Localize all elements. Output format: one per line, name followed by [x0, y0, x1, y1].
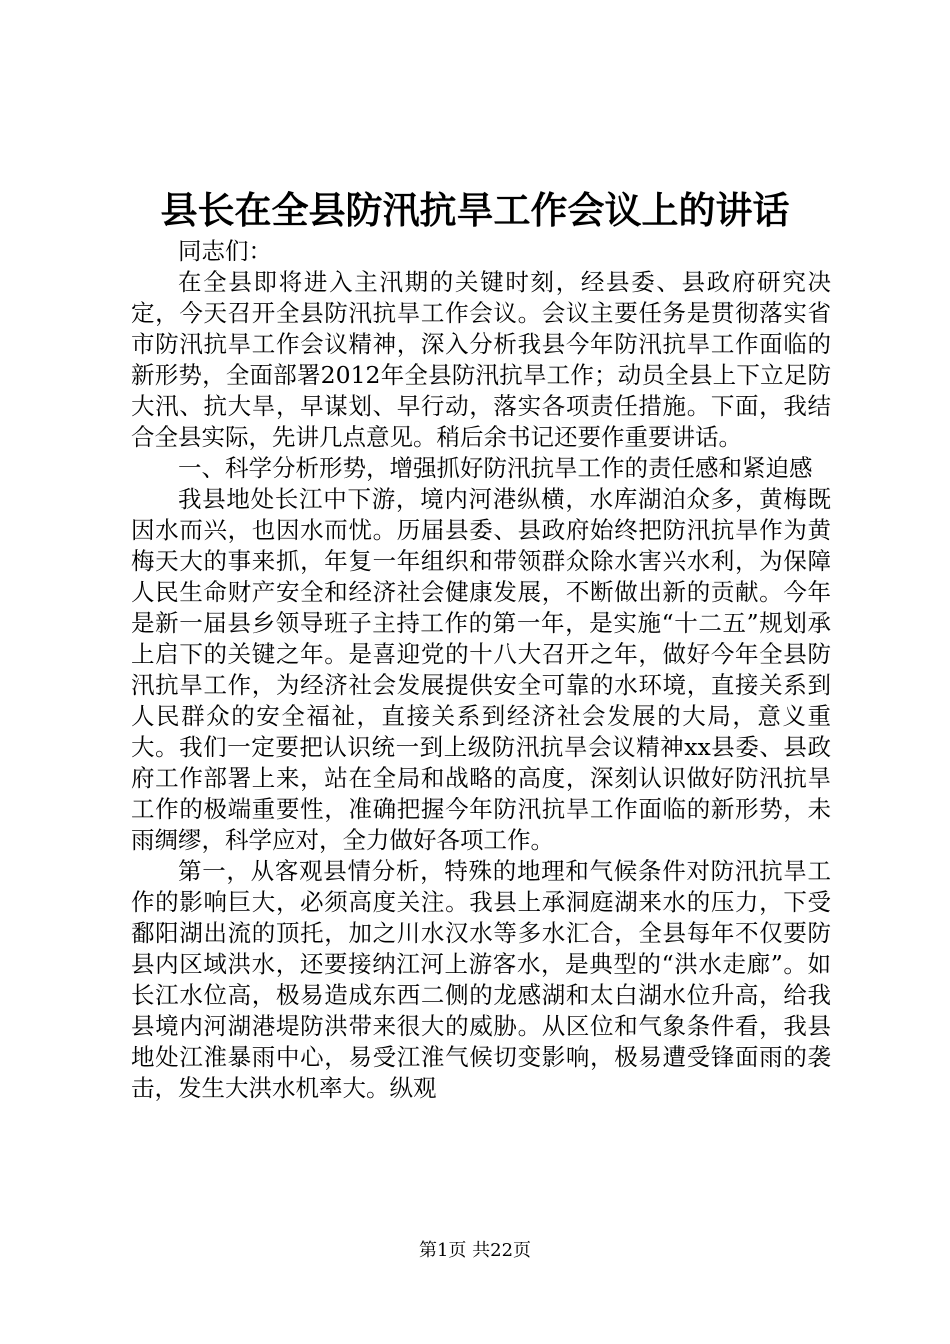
salutation: 同志们：: [178, 237, 272, 265]
paragraph-intro: 在全县即将进入主汛期的关键时刻，经县委、县政府研究决定，今天召开全县防汛抗旱工作会议。会议主要任务是贯彻落实省市防汛抗旱工作会议精神，深入分析我县今年防汛抗旱工作面临的新形势，全面部署2012年全县防汛抗旱工作；动员全县上下立足防大汛、抗大旱，早谋划、早行动，落实各项责任措施。下面，我结合全县实际，先讲几点意见。稍后余书记还要作重要讲话。: [131, 268, 831, 451]
paragraph-background: 我县地处长江中下游，境内河港纵横，水库湖泊众多，黄梅既因水而兴，也因水而忧。历届县委、县政府始终把防汛抗旱作为黄梅天大的事来抓，年复一年组织和带领群众除水害兴水利，为保障人民生命财产安全和经济社会健康发展，不断做出新的贡献。今年是新一届县乡领导班子主持工作的第一年，是实施“十二五”规划承上启下的关键之年。是喜迎党的十八大召开之年，做好今年全县防汛抗旱工作，为经济社会发展提供安全可靠的水环境，直接关系到人民群众的安全福祉，直接关系到经济社会发展的大局，意义重大。我们一定要把认识统一到上级防汛抗旱会议精神xx县委、县政府工作部署上来，站在全局和战略的高度，深刻认识做好防汛抗旱工作的极端重要性，准确把握今年防汛抗旱工作面临的新形势，未雨绸缪，科学应对，全力做好各项工作。: [131, 485, 831, 854]
document-title: 县长在全县防汛抗旱工作会议上的讲话: [160, 188, 790, 232]
document-body: [131, 236, 831, 1104]
paragraph-point-1: 第一，从客观县情分析，特殊的地理和气候条件对防汛抗旱工作的影响巨大，必须高度关注。我县上承洞庭湖来水的压力，下受鄱阳湖出流的顶托，加之川水汉水等多水汇合，全县每年不仅要防县内区域洪水，还要接纳江河上游客水，是典型的“洪水走廊”。如长江水位高，极易造成东西二侧的龙感湖和太白湖水位升高，给我县境内河湖港堤防洪带来很大的威胁。从区位和气象条件看，我县地处江淮暴雨中心，易受江淮气候切变影响，极易遭受锋面雨的袭击，发生大洪水机率大。纵观: [131, 857, 831, 1102]
page-footer: 第1页 共22页: [418, 1240, 532, 1261]
section-heading-1: 一、科学分析形势，增强抓好防汛抗旱工作的责任感和紧迫感: [178, 454, 813, 482]
